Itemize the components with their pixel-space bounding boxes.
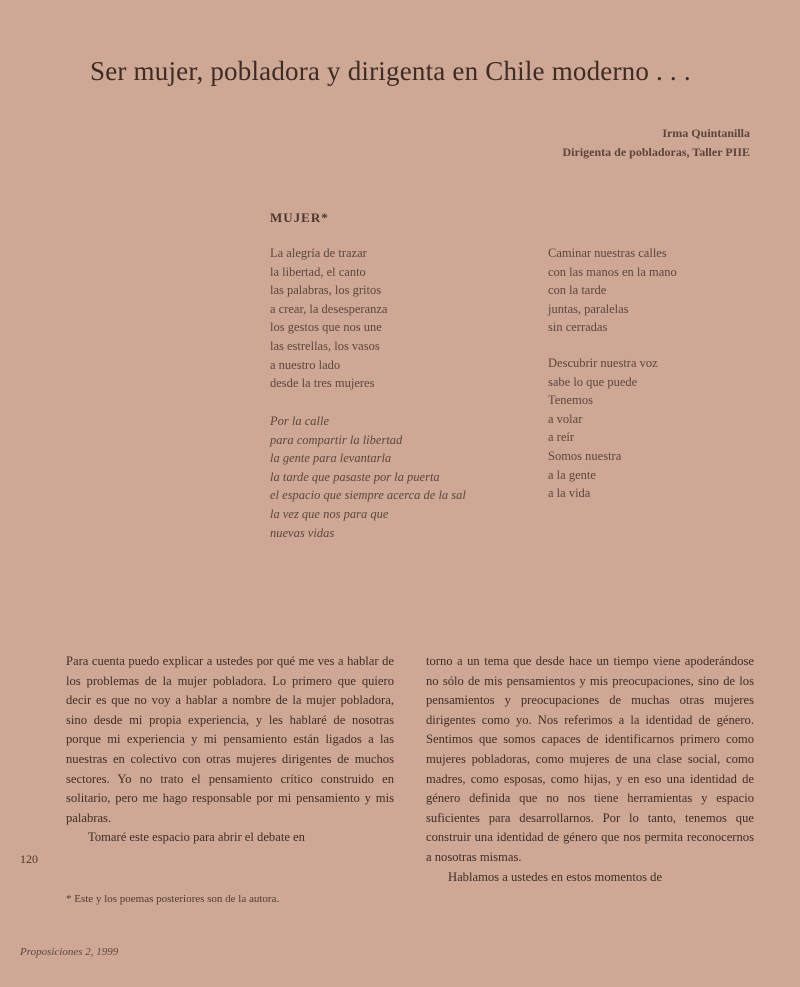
poem-stanza-2 xyxy=(270,412,466,542)
poem-line: Por la calle xyxy=(270,414,330,428)
poem-line: a reír xyxy=(548,430,575,445)
poem-line: las estrellas, los vasos xyxy=(270,338,380,353)
poem-line: la vez que nos para que xyxy=(270,506,389,521)
byline xyxy=(563,124,750,162)
author-role: Dirigenta de pobladoras, Taller PIIE xyxy=(562,145,750,159)
poem-line: las palabras, los gritos xyxy=(270,283,382,298)
author-name: Irma Quintanilla xyxy=(662,126,750,140)
poem-line: a la vida xyxy=(548,486,591,501)
poem-line: Descubrir nuestra voz xyxy=(548,356,658,370)
poem-line: sin cerradas xyxy=(548,320,608,335)
poem-line: a volar xyxy=(548,411,583,426)
poem-line: a nuestro lado xyxy=(270,357,341,372)
poem-line: los gestos que nos une xyxy=(270,320,382,335)
body-paragraph: torno a un tema que desde hace un tiempo viene apoderándose no sólo de mis pensamientos y mis preocupaciones, sino de los pensamientos y preocupaciones de muchas otras mujeres dirigentes como yo. Nos referimos a la identidad de género. Sentimos que somos capaces de identificarnos primero como mujeres pobladoras, como mujeres de una clase social, como madres, como esposas, como hijas, y en eso una identidad de género definida que no nos tiene herramientas y espacio suficientes para desarrollarnos. Por lo tanto, tenemos que construir una identidad de género que nos permita reconocernos a nosotras mismas. xyxy=(426,654,754,864)
poem-line: la libertad, el canto xyxy=(270,264,366,279)
poem-line: Tenemos xyxy=(548,393,593,408)
poem-line: La alegría de trazar xyxy=(270,246,367,260)
body-column-left xyxy=(66,652,394,848)
poem-line: con la tarde xyxy=(548,283,607,298)
poem-line: juntas, paralelas xyxy=(548,301,629,316)
poem-line: para compartir la libertad xyxy=(270,432,403,447)
body-paragraph: Hablamos a ustedes en estos momentos de xyxy=(448,869,663,884)
poem-line: a la gente xyxy=(548,467,596,482)
footnote: * Este y los poemas posteriores son de la autora. xyxy=(66,893,280,905)
poem-line: sabe lo que puede xyxy=(548,374,638,389)
poem-line: Somos nuestra xyxy=(548,448,622,463)
poem-line: desde la tres mujeres xyxy=(270,376,375,391)
running-footer: Proposiciones 2, 1999 xyxy=(20,946,119,958)
poem-title: MUJER* xyxy=(270,210,329,225)
poem-line: nuevas vidas xyxy=(270,525,335,540)
body-paragraph: Para cuenta puedo explicar a ustedes por qué me ves a hablar de los problemas de la mujer pobladora. Lo primero que quiero decir es que no voy a hablar a nombre de la mujer pobladora, sino desde mi propia experiencia, y les hablaré de nosotras porque mi experiencia y mi pensamiento están ligados a las nuestras en colectivo con otras mujeres dirigentes de muchos sectores. Yo no trato el pensamiento crítico construido en solitario, pero me hago responsable por mi pensamiento y mis palabras. xyxy=(66,654,394,825)
poem-line: la gente para levantarla xyxy=(270,451,392,466)
poem-line: a crear, la desesperanza xyxy=(270,301,388,316)
article-title: Ser mujer, pobladora y dirigenta en Chile moderno . . . xyxy=(90,56,691,86)
poem-line: el espacio que siempre acerca de la sal xyxy=(270,488,466,503)
body-column-right xyxy=(426,652,754,887)
poem-stanza-3 xyxy=(548,244,677,337)
poem-line: Caminar nuestras calles xyxy=(548,246,667,260)
poem-line: con las manos en la mano xyxy=(548,264,677,279)
poem-stanza-4 xyxy=(548,354,658,503)
poem-line: la tarde que pasaste por la puerta xyxy=(270,469,440,484)
body-paragraph: Tomaré este espacio para abrir el debate en xyxy=(88,830,305,845)
page-number: 120 xyxy=(20,852,38,866)
poem-stanza-1 xyxy=(270,244,387,393)
